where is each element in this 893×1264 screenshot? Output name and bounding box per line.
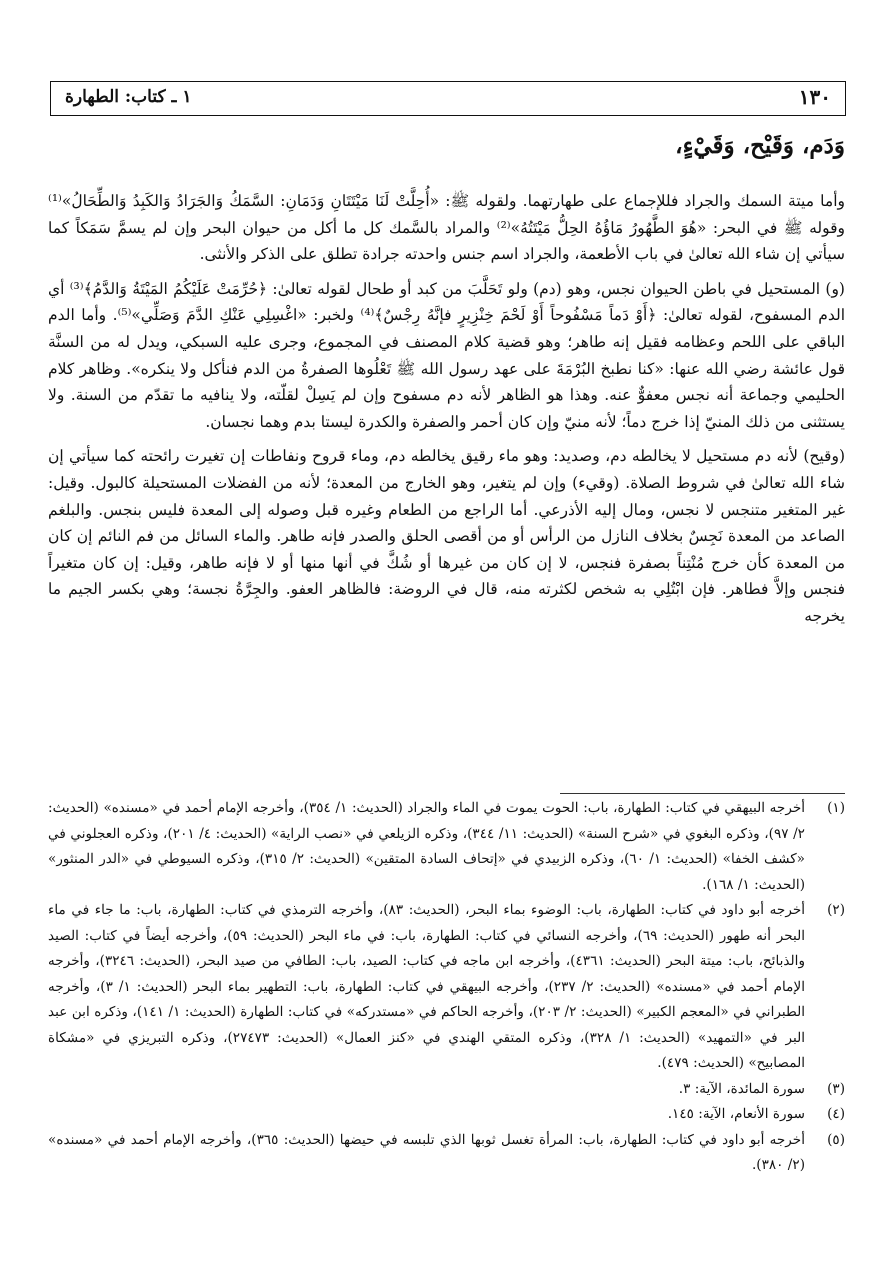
footnote-mark: (٥) — [827, 1131, 845, 1148]
footnote-separator — [560, 793, 845, 794]
footnote-mark: (٣) — [827, 1080, 845, 1097]
footnote-mark: (٤) — [827, 1106, 845, 1122]
running-header — [50, 81, 846, 116]
footnote-text: سورة المائدة، الآية: ٣. — [678, 1080, 805, 1097]
footnote-mark: (٢) — [827, 902, 845, 918]
footnote-text: سورة الأنعام، الآية: ١٤٥. — [667, 1106, 805, 1122]
page-number: ١٣٠ — [798, 85, 831, 109]
paragraph: (وقيح) لأنه دم مستحيل لا يخالطه دم، وصديد: وهو ماء رقيق يخالطه دم، وماء قروح ونفاطات إن تغيرت رائحته كما سيأتي إن شاء الله تعالىٰ في شروط الصلاة. (وقيء) وإن لم يتغير، وهو الخارج من المعدة؛ لأنه من الفضلات المستحيلة كالبول. وقيل: غير المتغير متنجس لا نجس، ومال إليه الأذرعي. أما الراجع من الطعام وغيره قبل وصوله إلى المعدة فليس بنجس. والبلغم الصاعد من المعدة نَجِسٌ بخلاف النازل من الرأس أو من أقصى الحلق والصدر فإنه طاهر. والماء السائل من فم النائم إن كان من المعدة كأن خرج مُنْتِناً بصفرة فنجس، لا إن كان من غيرها أو شُكَّ في أنها منها أو لا فإنه طاهر، وقيل: إن كان متغيراً فنجس وإلاَّ فطاهر. فإن ابْتُلِي به شخص لكثرته منه، قال في الروضة: فالظاهر العفو. والجِرَّةُ نجسة؛ وهي بكسر الجيم ما يخرجه — [48, 447, 845, 625]
chapter-title: ١ ـ كتاب: الطهارة — [65, 87, 192, 107]
footnote-text: أخرجه البيهقي في كتاب: الطهارة، باب: الحوت يموت في الماء والجراد (الحديث: ١/ ٣٥٤)، وأخرجه الإمام أحمد في «مسنده» (الحديث: ٢/ ٩٧)، وذكره البغوي في «شرح السنة» (الحديث: ١١/ ٣٤٤)، وذكره الزيلعي في «نصب الراية» (الحديث: ٤/ ٢٠١)، وذكره العجلوني في «كشف الخفا» (الحديث: ١/ ٦٠)، وذكره الزبيدي في «إتحاف السادة المتقين» (الحديث: ٢/ ٣١٥)، وذكره السيوطي في «الدر المنثور» (الحديث: ١/ ١٦٨). — [48, 800, 806, 893]
footnote-text: أخرجه أبو داود في كتاب: الطهارة، باب: المرأة تغسل ثوبها الذي تلبسه في حيضها (الحديث: ٣٦٥)، وأخرجه الإمام أحمد في «مسنده» (٢/ ٣٨٠). — [48, 1131, 805, 1173]
footnote-mark: (١) — [827, 800, 845, 816]
footnote — [48, 796, 845, 898]
footnote — [48, 1128, 845, 1179]
paragraph: وأما ميتة السمك والجراد فللإجماع على طهارتهما. ولقوله ﷺ: «أُحِلَّتْ لَنَا مَيْتَتَانِ وَدَمَانِ: السَّمَكُ وَالجَرَادُ وَالكَبِدُ وَالطِّحَالُ»⁽¹⁾ وقوله ﷺ في البحر: «هُوَ الطَّهُورُ مَاؤُهُ الحِلُّ مَيْتَتُهُ»⁽²⁾ والمراد بالسَّمك كل ما أكل من حيوان البحر وإن لم يسمَّ سَمَكاً كما سيأتي إن شاء الله تعالىٰ في باب الأطعمة، والجراد اسم جنس واحدته جرادة تطلق على الذكر والأنثى. — [48, 192, 845, 264]
footnote — [48, 898, 845, 1077]
footnote — [48, 1102, 845, 1128]
paragraph: (و) المستحيل في باطن الحيوان نجس، وهو (دم) ولو تَحَلَّبَ من كبد أو طحال لقوله تعالىٰ: ﴿حُرِّمَتْ عَلَيْكُمُ المَيْتَةُ وَالدَّمُ﴾⁽³⁾ أي الدم المسفوح، لقوله تعالىٰ: ﴿أَوْ دَماً مَسْفُوحاً أَوْ لَحْمَ خِنْزِيرٍ فإنَّهُ رِجْسٌ﴾⁽⁴⁾ ولخبر: «اغْسِلِي عَنْكِ الدَّمَ وَصَلِّي»⁽⁵⁾. وأما الدم الباقي على اللحم وعظامه فقيل إنه طاهر؛ وهو قضية كلام المصنف في المجموع، وجرى عليه السبكي، ويدل له من السنَّة قول عائشة رضي الله عنها: «كنا نطبخ البُرْمَةَ على عهد رسول الله ﷺ تَعْلُوها الصفرةُ من الدم فنأكل ولا ينكره». وظاهر كلام الحليمي وجماعة أنه نجس معفوٌّ عنه. وهذا هو الظاهر لأنه دم مسفوح وإن لم يَسِلْ لقلّته، ولا ينافيه ما تقدّم من السنة. ولا يستثنى من ذلك المنيّ إذا خرج دماً؛ لأنه منيّ وإن كان أحمر والصفرة والكدرة ليستا بدم وهما نجسان. — [48, 279, 845, 431]
footnote-text: أخرجه أبو داود في كتاب: الطهارة، باب: الوضوء بماء البحر، (الحديث: ٨٣)، وأخرجه الترمذي في كتاب: الطهارة، باب: ما جاء في ماء البحر أنه طهور (الحديث: ٦٩)، وأخرجه النسائي في كتاب: الطهارة، باب: في ماء البحر (الحديث: ٥٩)، وأخرجه أيضاً في كتاب: الصيد والذبائح، باب: ميتة البحر (الحديث: ٤٣٦١)، وأخرجه ابن ماجه في كتاب: الصيد، باب: الطافي من صيد البحر، (الحديث: ٣٢٤٦)، وأخرجه الإمام أحمد في «مسنده» (الحديث: ٢/ ٢٣٧)، وأخرجه البيهقي في كتاب: الطهارة، باب: التطهير بماء البحر (الحديث: ١/ ٣)، وأخرجه الطبراني في «المعجم الكبير» (الحديث: ٢/ ٢٠٣)، وأخرجه الحاكم في «مستدركه» في كتاب: الطهارة (الحديث: ١/ ١٤١)، وذكره ابن عبد البر في «التمهيد» (الحديث: ١/ ٣٢٨)، وذكره المتقي الهندي في «كنز العمال» (الحديث: ٢٧٤٧٣)، وذكره التبريزي في «مشكاة المصابيح» (الحديث: ٤٧٩). — [48, 902, 806, 1071]
matn-entry-line: وَدَم، وَقَيْح، وَقَيْءٍ، — [675, 132, 845, 159]
footnotes — [48, 796, 845, 1179]
footnote — [48, 1077, 845, 1103]
commentary-body — [48, 188, 845, 638]
